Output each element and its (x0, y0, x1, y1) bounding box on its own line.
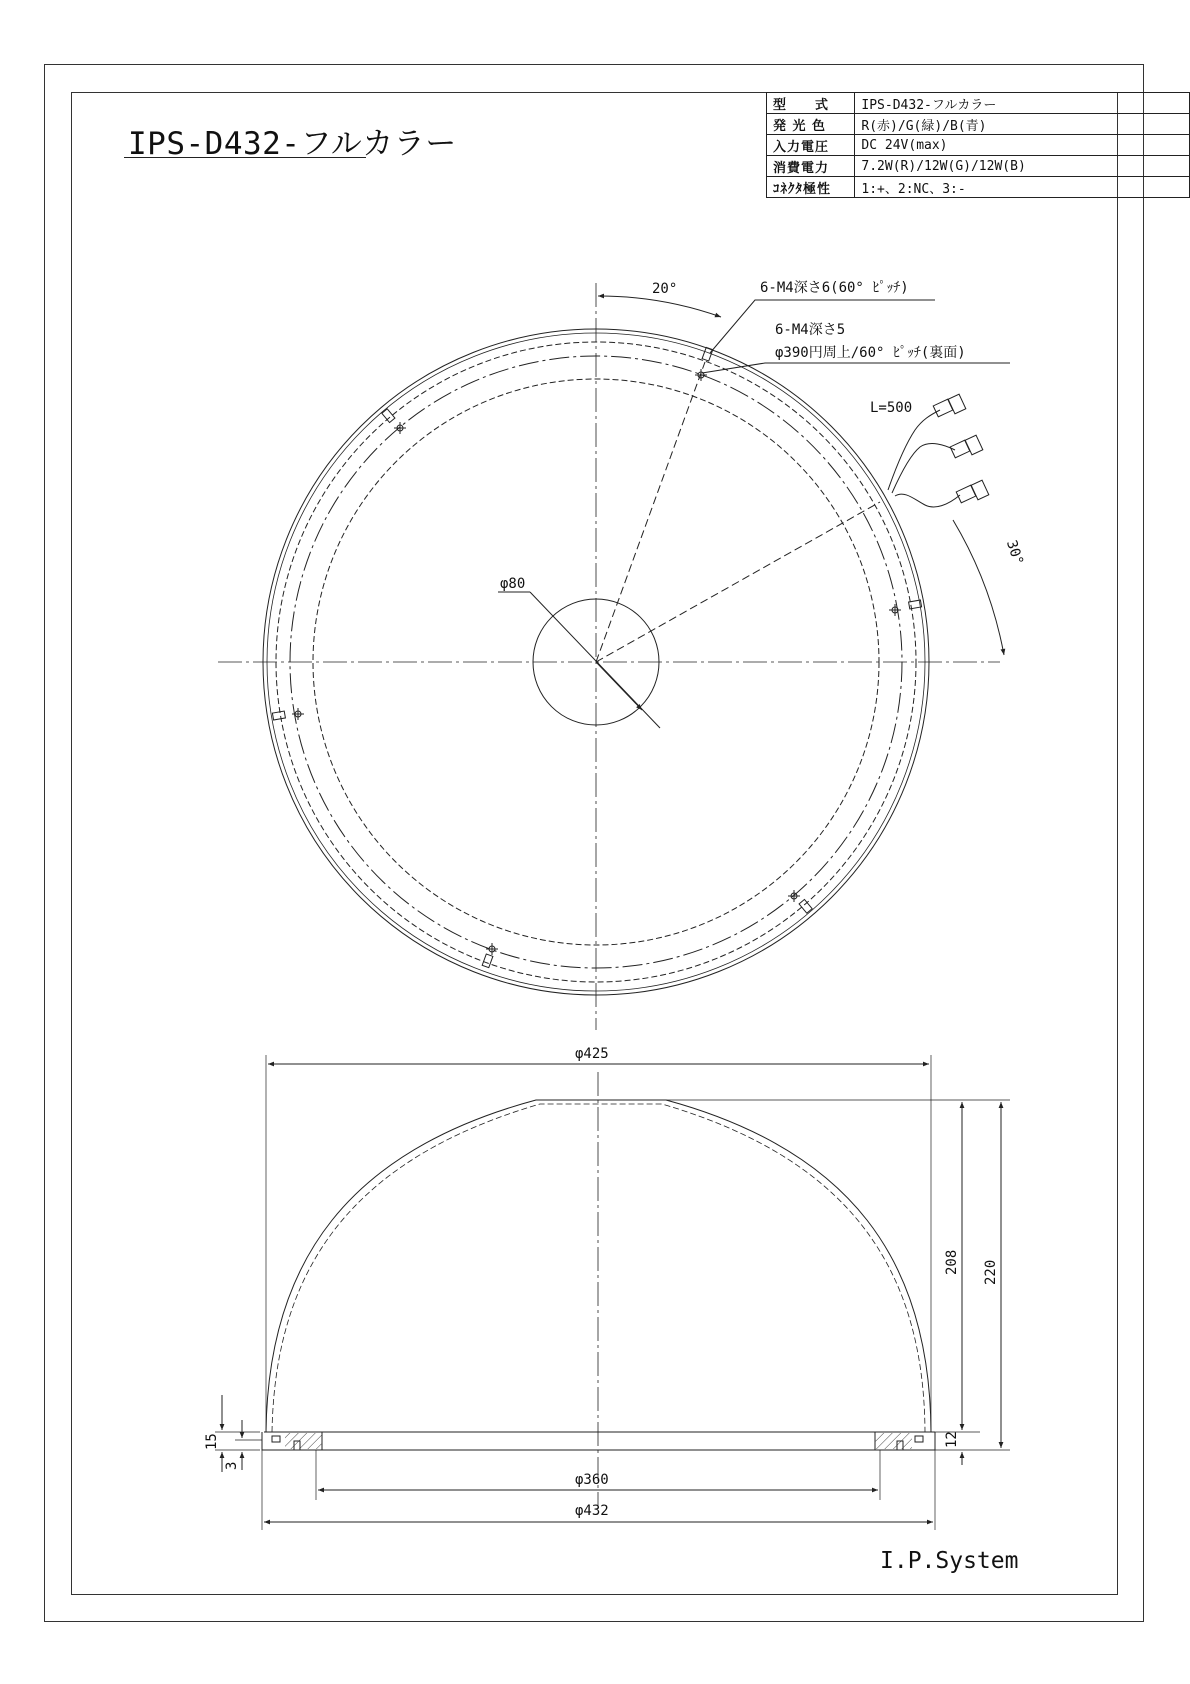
spec-key: ｺﾈｸﾀ極性 (767, 177, 855, 198)
spec-value: R(赤)/G(緑)/B(青) (855, 114, 1190, 135)
spec-key: 発 光 色 (767, 114, 855, 135)
top-view (218, 283, 1010, 1030)
back-hole (486, 943, 498, 955)
model-title: IPS-D432-フルカラー (128, 126, 457, 162)
side-view (215, 1055, 1010, 1530)
holes-front-label: 6-M4深さ6(60° ﾋﾟｯﾁ) (760, 280, 909, 296)
hatch-left (285, 1433, 322, 1449)
center-hole-label: φ80 (500, 576, 526, 592)
back-hole (695, 369, 707, 381)
spec-value: 7.2W(R)/12W(G)/12W(B) (855, 156, 1190, 177)
hole-mark (702, 347, 713, 361)
leader-holes-back (702, 363, 1010, 373)
holes-back-label-2: φ390円周上/60° ﾋﾟｯﾁ(裏面) (775, 345, 966, 361)
hatch-right (875, 1433, 912, 1449)
spec-key: 消費電力 (767, 156, 855, 177)
hole-mark (272, 711, 285, 720)
dim-12-label: 12 (944, 1431, 960, 1448)
hole-mark (482, 954, 493, 968)
dim-3-label: 3 (224, 1461, 240, 1470)
phi360-label: φ360 (575, 1472, 609, 1488)
phi432-label: φ432 (575, 1503, 609, 1519)
holes-back-label-1: 6-M4深さ5 (775, 322, 846, 338)
dim-15-label: 15 (204, 1433, 220, 1450)
phi425-label: φ425 (575, 1046, 609, 1062)
dome-inner (272, 1104, 925, 1432)
company-name: I.P.System (880, 1548, 1019, 1574)
spec-key: 入力電圧 (767, 135, 855, 156)
phi80-arrow (596, 662, 642, 710)
dim-208-label: 208 (944, 1249, 960, 1275)
angle-30-label: 30° (1002, 538, 1027, 568)
dim-220-label: 220 (983, 1259, 999, 1285)
angle-30-arc (953, 520, 1004, 655)
angle-20-label: 20° (652, 281, 678, 297)
spec-key: 型 式 (767, 93, 855, 114)
phi80-leader (530, 592, 660, 728)
base-hole-right (915, 1436, 923, 1442)
spec-value: IPS-D432-フルカラー (855, 93, 1190, 114)
radial-line-20deg (596, 362, 705, 662)
angle-20-arc (598, 296, 721, 317)
base-hole-left (272, 1436, 280, 1442)
spec-value: 1:+、2:NC、3:- (855, 177, 1190, 198)
radial-line-30deg (596, 502, 880, 662)
dome-outline (266, 1100, 931, 1432)
back-hole (889, 604, 901, 616)
spec-value: DC 24V(max) (855, 135, 1190, 156)
cable-length-label: L=500 (870, 400, 913, 416)
hole-mark (799, 899, 812, 913)
